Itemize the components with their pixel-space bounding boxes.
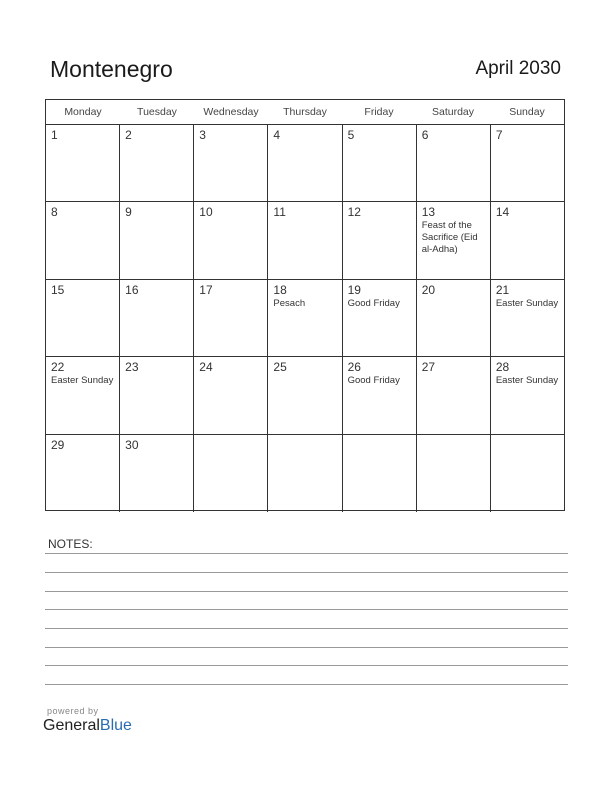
day-cell [491,435,564,512]
brand-general: General [43,717,100,734]
day-number: 28 [495,360,510,375]
notes-label: NOTES: [48,537,93,551]
calendar-week [46,280,564,357]
day-cell [120,202,194,278]
day-number: 18 [273,282,287,297]
weekday-sunday: Sunday [509,106,545,118]
day-cell [417,125,491,201]
day-cell [268,202,342,278]
page-title: Montenegro [50,56,173,82]
day-number: 29 [51,437,65,452]
weekday-saturday: Saturday [431,106,475,118]
notes-line [45,628,568,629]
calendar-week [46,357,564,434]
holiday-label: Easter Sunday [495,375,559,387]
day-cell [343,202,417,278]
day-number: 22 [51,360,65,375]
holiday-label: Easter Sunday [51,375,114,387]
powered-by-text: powered by [47,706,99,716]
day-cell [491,357,564,433]
day-number: 14 [495,205,510,220]
calendar-grid [45,99,565,511]
day-number: 9 [125,205,132,220]
holiday-label: Good Friday [347,297,400,309]
calendar-week [46,125,564,202]
day-cell [194,125,268,201]
day-number: 27 [421,360,436,375]
day-cell [343,125,417,201]
day-cell [194,202,268,278]
day-cell [417,435,491,512]
notes-line [45,591,568,592]
day-number: 7 [495,128,503,142]
weekday-monday: Monday [64,106,102,118]
day-cell [268,357,342,433]
day-cell [417,357,491,433]
day-cell [194,435,268,512]
day-number: 16 [125,282,139,297]
day-cell [46,280,120,356]
day-cell [268,280,342,356]
day-number: 4 [273,128,281,142]
day-number: 30 [125,437,139,452]
day-cell [46,435,120,512]
day-cell [343,280,417,356]
day-number: 15 [51,282,65,297]
calendar-week [46,202,564,279]
day-cell [491,280,564,356]
day-number: 2 [125,128,132,142]
notes-line [45,572,568,573]
day-number: 3 [199,128,206,142]
notes-line [45,609,568,610]
day-cell [343,357,417,433]
day-number: 10 [199,205,213,220]
brand-logo [43,717,132,735]
day-number: 17 [199,282,213,297]
weekday-thursday: Thursday [283,106,327,118]
day-cell [120,280,194,356]
day-cell [46,357,120,433]
notes-line [45,553,568,554]
weekday-friday: Friday [364,106,394,118]
day-number: 6 [421,128,429,142]
weekday-tuesday: Tuesday [137,106,177,118]
day-number: 26 [347,360,361,375]
day-number: 1 [51,128,58,142]
holiday-label: Pesach [273,297,306,309]
day-cell [194,357,268,433]
weekday-wednesday: Wednesday [203,106,259,118]
day-number: 13 [421,205,436,220]
day-cell [417,202,491,278]
day-cell [194,280,268,356]
day-cell [417,280,491,356]
day-number: 25 [273,360,287,375]
day-cell [46,125,120,201]
notes-line [45,647,568,648]
notes-line [45,665,568,666]
holiday-label: Good Friday [347,375,400,387]
notes-line [45,684,568,685]
day-number: 12 [347,205,361,220]
day-number: 24 [199,360,213,375]
day-number: 20 [421,282,436,297]
day-cell [120,435,194,512]
day-cell [268,125,342,201]
brand-blue: Blue [99,717,132,734]
day-number: 21 [495,282,510,297]
day-cell [120,357,194,433]
month-label: April 2030 [475,58,561,79]
day-number: 11 [273,205,286,220]
day-cell [343,435,417,512]
holiday-label: Feast of the Sacrifice (Eid al-Adha) [421,220,478,256]
holiday-label: Easter Sunday [495,297,559,309]
day-number: 5 [347,128,355,142]
day-number: 23 [125,360,139,375]
day-cell [491,202,564,278]
day-cell [268,435,342,512]
calendar-week [46,435,564,512]
day-cell [46,202,120,278]
day-number: 19 [347,282,361,297]
day-number: 8 [51,205,58,220]
weekday-header [46,100,564,125]
day-cell [491,125,564,201]
day-cell [120,125,194,201]
